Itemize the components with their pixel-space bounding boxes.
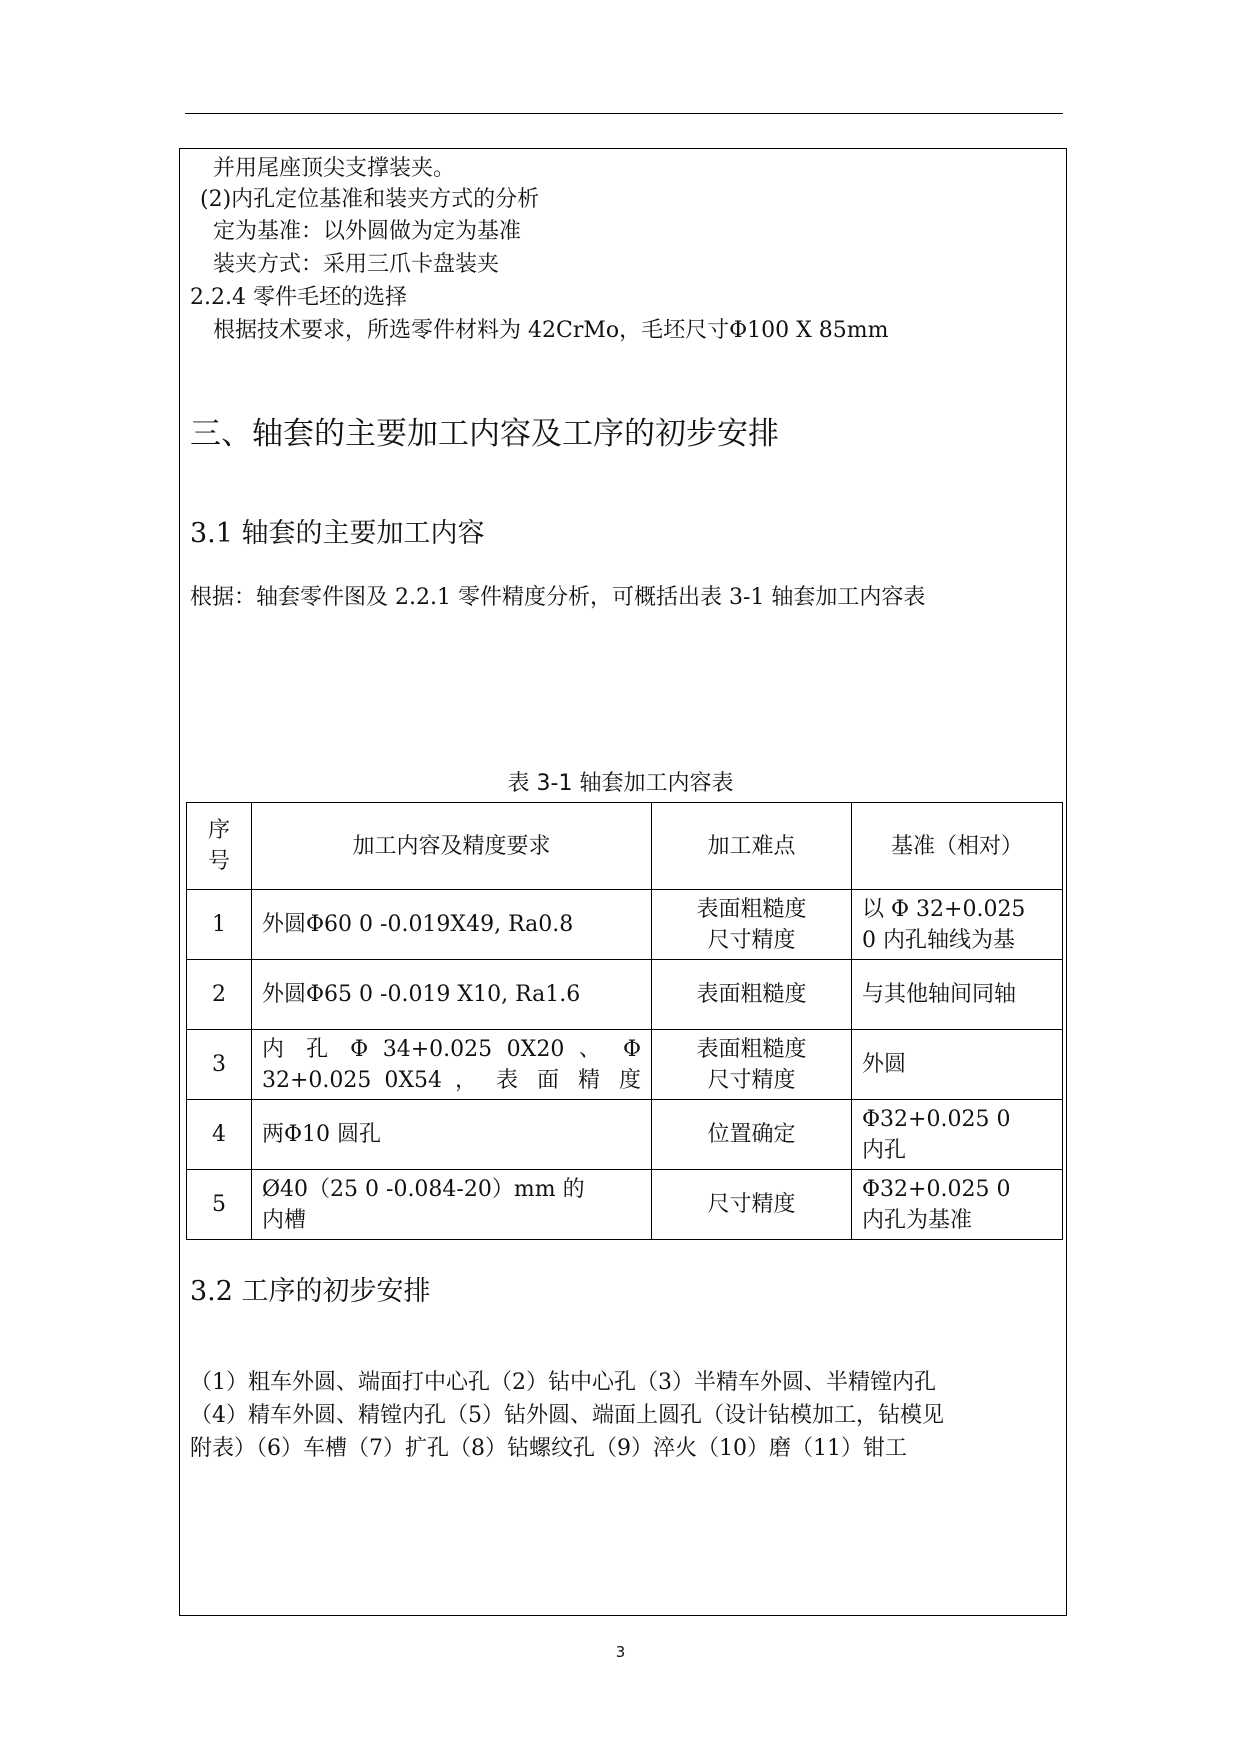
subsection-title-2-2-4: 2.2.4 零件毛坯的选择 [190,285,407,310]
table-caption: 表 3-1 轴套加工内容表 [507,771,734,796]
cell-content: 外圆Φ60 0 -0.019X49, Ra0.8 [252,890,652,960]
cell-difficulty: 表面粗糙度 尺寸精度 [652,1030,852,1100]
table-row [187,1030,1063,1100]
table-row [187,1170,1063,1240]
header-difficulty: 加工难点 [652,803,852,890]
cell-no: 3 [187,1030,252,1100]
text-line-2: (2)内孔定位基准和装夹方式的分析 [200,187,540,212]
cell-content: 内 孔 Φ 34+0.025 0X20 、 Φ 32+0.025 0X54 ， 表 面 精 度 [252,1030,652,1100]
cell-no: 4 [187,1100,252,1170]
intro-text: 根据：轴套零件图及 2.2.1 零件精度分析，可概括出表 3-1 轴套加工内容表 [190,585,926,610]
process-steps-line-2: （4）精车外圆、精镗内孔（5）钻外圆、端面上圆孔（设计钻模加工，钻模见 [190,1403,944,1428]
text-line-6: 根据技术要求，所选零件材料为 42CrMo，毛坯尺寸Φ100 X 85mm [213,318,889,343]
header-datum: 基准（相对） [852,803,1063,890]
processing-table [186,802,1063,1240]
cell-no: 2 [187,960,252,1030]
table-header-row [187,803,1063,890]
subsection-title-3-2: 3.2 工序的初步安排 [190,1276,431,1307]
cell-content: 外圆Φ65 0 -0.019 X10, Ra1.6 [252,960,652,1030]
cell-datum: 外圆 [852,1030,1063,1100]
cell-difficulty: 表面粗糙度 [652,960,852,1030]
cell-content: Ø40（25 0 -0.084-20）mm 的 内槽 [252,1170,652,1240]
cell-datum: Φ32+0.025 0 内孔为基准 [852,1170,1063,1240]
cell-difficulty: 表面粗糙度 尺寸精度 [652,890,852,960]
cell-difficulty: 位置确定 [652,1100,852,1170]
cell-datum: 与其他轴间同轴 [852,960,1063,1030]
header-content: 加工内容及精度要求 [252,803,652,890]
cell-datum: 以 Φ 32+0.025 0 内孔轴线为基 [852,890,1063,960]
subsection-title-3-1: 3.1 轴套的主要加工内容 [190,518,485,549]
table-row [187,1100,1063,1170]
cell-datum: Φ32+0.025 0 内孔 [852,1100,1063,1170]
text-line-3: 定为基准：以外圆做为定为基准 [213,219,522,244]
table-row [187,890,1063,960]
process-steps-line-1: （1）粗车外圆、端面打中心孔（2）钻中心孔（3）半精车外圆、半精镗内孔 [190,1370,936,1395]
cell-difficulty: 尺寸精度 [652,1170,852,1240]
process-steps-line-3: 附表）（6）车槽（7）扩孔（8）钻螺纹孔（9）淬火（10）磨（11）钳工 [190,1436,907,1461]
cell-no: 5 [187,1170,252,1240]
header-no: 序 号 [187,803,252,890]
cell-content: 两Φ10 圆孔 [252,1100,652,1170]
page-number: 3 [615,1643,626,1661]
cell-no: 1 [187,890,252,960]
text-line-1: 并用尾座顶尖支撑装夹。 [213,156,456,181]
section-title: 三、轴套的主要加工内容及工序的初步安排 [190,416,779,452]
header-rule [185,113,1063,114]
table-row [187,960,1063,1030]
text-line-4: 装夹方式：采用三爪卡盘装夹 [213,252,500,277]
